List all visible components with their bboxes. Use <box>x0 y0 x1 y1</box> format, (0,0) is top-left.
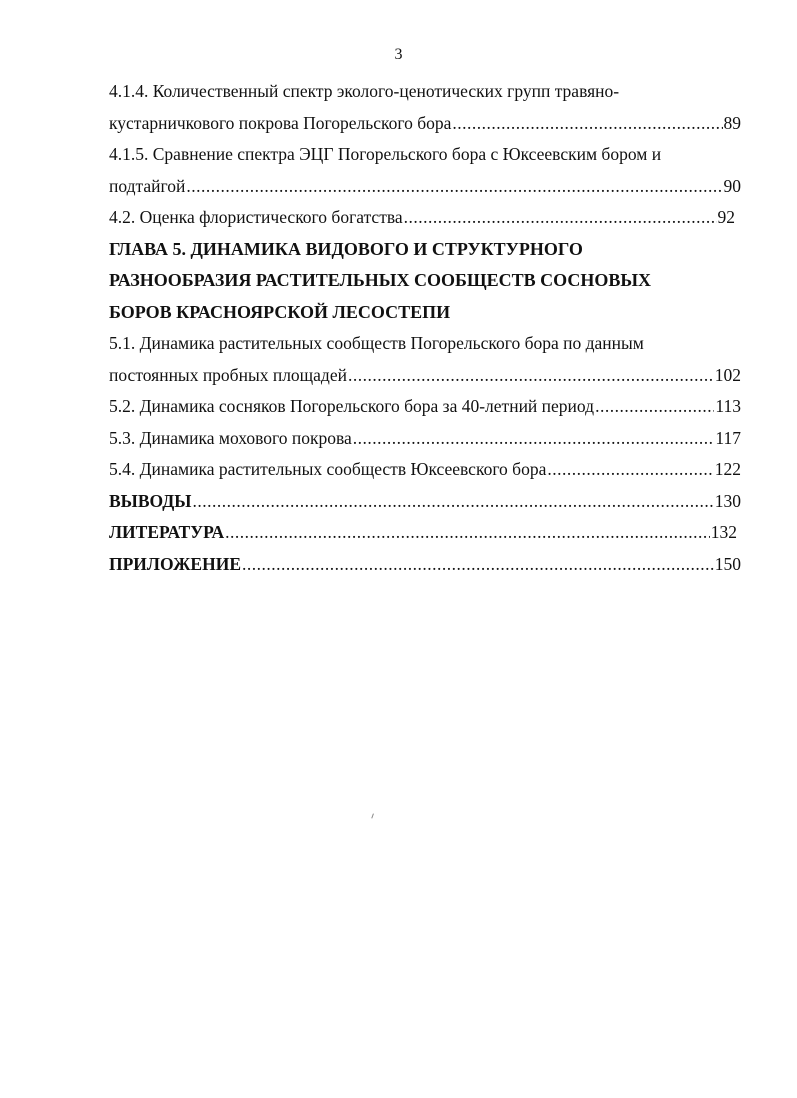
toc-entry-title: 5.2. Динамика сосняков Погорельского бора за 40-летний период <box>109 396 595 416</box>
toc-entry-title-cont: кустарничкового покрова Погорельского бора <box>109 112 452 133</box>
dot-leader <box>225 517 710 548</box>
table-of-contents <box>109 76 741 580</box>
toc-entry-4-2[interactable] <box>109 202 741 234</box>
toc-entry-title: 4.1.4. Количественный спектр эколого-ценотических групп травяно- <box>109 81 620 101</box>
toc-section-title: ПРИЛОЖЕНИЕ <box>109 553 242 574</box>
toc-entry-line <box>109 76 741 108</box>
chapter-heading-line: РАЗНООБРАЗИЯ РАСТИТЕЛЬНЫХ СООБЩЕСТВ СОСНОВЫХ <box>109 270 652 290</box>
dot-leader <box>348 360 714 391</box>
toc-section-title: ЛИТЕРАТУРА <box>109 522 225 542</box>
toc-entry-title: 5.4. Динамика растительных сообществ Юксеевского бора <box>109 459 547 479</box>
toc-page-number: 122 <box>714 459 741 479</box>
toc-entry-line <box>109 517 741 549</box>
toc-chapter-5[interactable] <box>109 234 741 329</box>
toc-entry-4-1-4[interactable] <box>109 76 741 139</box>
toc-entry-title: 5.3. Динамика мохового покрова <box>109 427 352 448</box>
toc-entry-line <box>109 171 741 203</box>
toc-entry-line <box>109 328 741 360</box>
toc-entry-line <box>109 549 741 581</box>
dot-leader <box>353 423 715 454</box>
toc-entry-title-cont: подтайгой <box>109 175 186 196</box>
toc-entry-title: 4.2. Оценка флористического богатства <box>109 207 403 227</box>
dot-leader <box>404 202 717 233</box>
toc-section-conclusions[interactable] <box>109 486 741 518</box>
toc-section-literature[interactable] <box>109 517 741 549</box>
dot-leader <box>547 454 713 485</box>
chapter-heading-line: ГЛАВА 5. ДИНАМИКА ВИДОВОГО И СТРУКТУРНОГО <box>109 238 583 259</box>
toc-page-number: 89 <box>723 112 741 133</box>
dot-leader <box>193 486 714 517</box>
toc-page-number: 132 <box>710 522 737 542</box>
toc-entry-line <box>109 391 741 423</box>
toc-entry-line <box>109 486 741 518</box>
toc-entry-line <box>109 202 741 234</box>
toc-entry-5-2[interactable] <box>109 391 741 423</box>
toc-page-number: 113 <box>715 396 741 416</box>
toc-entry-title-cont: постоянных пробных площадей <box>109 364 347 385</box>
toc-entry-line <box>109 423 741 455</box>
page-number: 3 <box>394 46 403 63</box>
toc-entry-4-1-5[interactable] <box>109 139 741 202</box>
toc-section-appendix[interactable] <box>109 549 741 581</box>
toc-entry-5-1[interactable] <box>109 328 741 391</box>
toc-entry-line <box>109 139 741 171</box>
toc-page-number: 117 <box>715 427 741 448</box>
toc-page-number: 130 <box>714 490 741 511</box>
toc-entry-line <box>109 108 741 140</box>
dot-leader <box>242 549 714 580</box>
dot-leader <box>186 171 722 202</box>
toc-entry-5-4[interactable] <box>109 454 741 486</box>
toc-entry-5-3[interactable] <box>109 423 741 455</box>
toc-page-number: 150 <box>714 553 741 574</box>
toc-entry-title: 5.1. Динамика растительных сообществ Погорельского бора по данным <box>109 333 644 353</box>
dot-leader <box>595 391 714 422</box>
toc-section-title: ВЫВОДЫ <box>109 490 192 511</box>
toc-page-number: 92 <box>717 207 735 227</box>
toc-entry-line <box>109 454 741 486</box>
dot-leader <box>452 108 722 139</box>
toc-page-number: 90 <box>723 175 741 196</box>
toc-entry-title: 4.1.5. Сравнение спектра ЭЦГ Погорельского бора с Юксеевским бором и <box>109 144 662 164</box>
chapter-heading-line: БОРОВ КРАСНОЯРСКОЙ ЛЕСОСТЕПИ <box>109 301 451 322</box>
scan-speck <box>371 813 376 819</box>
toc-entry-line <box>109 360 741 392</box>
toc-page-number: 102 <box>714 364 741 385</box>
